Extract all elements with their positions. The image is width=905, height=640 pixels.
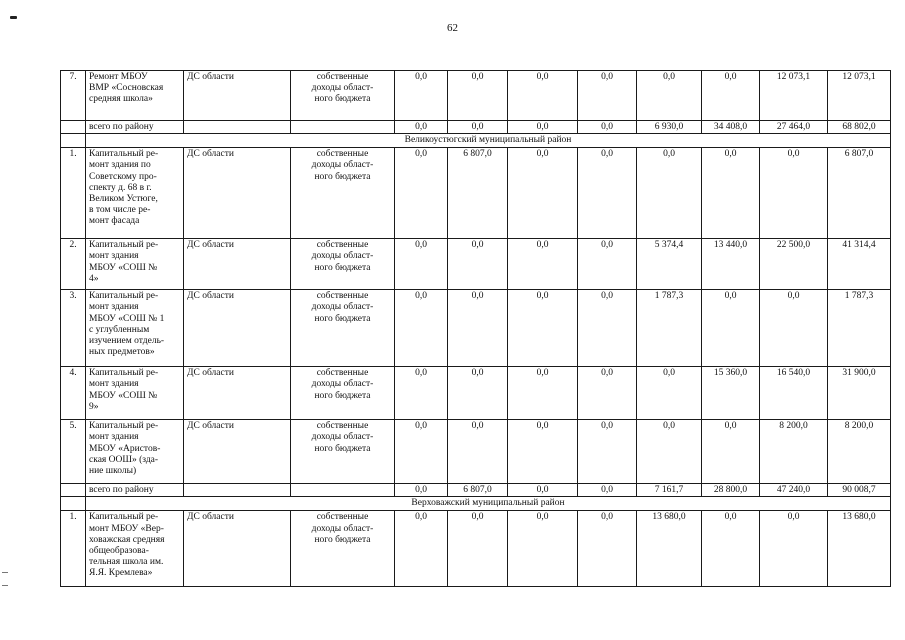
table-row xyxy=(61,367,891,420)
customer-cell: ДС области xyxy=(184,511,291,587)
object-name: Капитальный ре- монт здания МБОУ «СОШ № 4» xyxy=(86,239,184,290)
object-name: Капитальный ре- монт МБОУ «Вер- ховажская средняя общеобразова- тельная школа им. Я.Я. Кремлева» xyxy=(86,511,184,587)
row-index: 1. xyxy=(61,511,86,587)
value-cell: 0,0 xyxy=(508,420,578,484)
budget-table-body xyxy=(61,71,891,587)
total-value-cell: 0,0 xyxy=(448,121,508,134)
value-cell: 0,0 xyxy=(578,511,637,587)
value-cell: 5 374,4 xyxy=(637,239,702,290)
value-cell: 0,0 xyxy=(395,420,448,484)
page-number: 62 xyxy=(447,22,458,34)
table-row xyxy=(61,71,891,121)
budget-table xyxy=(60,70,891,587)
value-cell: 12 073,1 xyxy=(760,71,828,121)
value-cell: 0,0 xyxy=(760,148,828,239)
object-name: Капитальный ре- монт здания МБОУ «Аристов- ская ООШ» (зда- ние школы) xyxy=(86,420,184,484)
value-cell: 12 073,1 xyxy=(828,71,891,121)
row-index: 4. xyxy=(61,367,86,420)
value-cell: 13 680,0 xyxy=(637,511,702,587)
customer-cell: ДС области xyxy=(184,71,291,121)
total-value-cell: 0,0 xyxy=(395,484,448,497)
row-index: 3. xyxy=(61,290,86,367)
funding-source: собственные доходы област- ного бюджета xyxy=(291,290,395,367)
table-row xyxy=(61,239,891,290)
customer-cell: ДС области xyxy=(184,290,291,367)
total-label: всего по району xyxy=(86,484,184,497)
total-value-cell: 47 240,0 xyxy=(760,484,828,497)
object-name: Капитальный ре- монт здания МБОУ «СОШ № 1 с углубленным изучением отдель- ных предметов» xyxy=(86,290,184,367)
empty-cell xyxy=(61,134,86,148)
total-value-cell: 0,0 xyxy=(508,484,578,497)
object-name: Ремонт МБОУ ВМР «Сосновская средняя школа» xyxy=(86,71,184,121)
total-value-cell: 0,0 xyxy=(395,121,448,134)
total-value-cell: 0,0 xyxy=(508,121,578,134)
total-value-cell: 90 008,7 xyxy=(828,484,891,497)
value-cell: 0,0 xyxy=(702,511,760,587)
value-cell: 0,0 xyxy=(508,511,578,587)
table-row xyxy=(61,290,891,367)
section-row xyxy=(61,134,891,148)
funding-source: собственные доходы област- ного бюджета xyxy=(291,71,395,121)
value-cell: 0,0 xyxy=(395,148,448,239)
value-cell: 0,0 xyxy=(508,239,578,290)
funding-source: собственные доходы област- ного бюджета xyxy=(291,420,395,484)
total-value-cell: 6 807,0 xyxy=(448,484,508,497)
funding-source: собственные доходы област- ного бюджета xyxy=(291,239,395,290)
table-row xyxy=(61,148,891,239)
value-cell: 0,0 xyxy=(448,290,508,367)
total-value-cell: 6 930,0 xyxy=(637,121,702,134)
value-cell: 0,0 xyxy=(637,367,702,420)
total-value-cell: 28 800,0 xyxy=(702,484,760,497)
value-cell: 1 787,3 xyxy=(828,290,891,367)
value-cell: 6 807,0 xyxy=(448,148,508,239)
district-heading: Верховажский муниципальный район xyxy=(86,497,891,511)
value-cell: 0,0 xyxy=(760,290,828,367)
total-label: всего по району xyxy=(86,121,184,134)
value-cell: 0,0 xyxy=(702,71,760,121)
scan-artifact-mark xyxy=(10,16,17,19)
value-cell: 15 360,0 xyxy=(702,367,760,420)
scan-edge-mark xyxy=(2,572,8,586)
empty-cell xyxy=(184,121,291,134)
value-cell: 0,0 xyxy=(448,71,508,121)
row-index: 5. xyxy=(61,420,86,484)
row-index: 2. xyxy=(61,239,86,290)
value-cell: 13 440,0 xyxy=(702,239,760,290)
value-cell: 0,0 xyxy=(578,420,637,484)
value-cell: 0,0 xyxy=(395,511,448,587)
value-cell: 0,0 xyxy=(637,148,702,239)
customer-cell: ДС области xyxy=(184,367,291,420)
table-row xyxy=(61,511,891,587)
empty-cell xyxy=(291,121,395,134)
value-cell: 0,0 xyxy=(578,367,637,420)
value-cell: 31 900,0 xyxy=(828,367,891,420)
value-cell: 0,0 xyxy=(508,148,578,239)
district-heading: Великоустюгский муниципальный район xyxy=(86,134,891,148)
object-name: Капитальный ре- монт здания МБОУ «СОШ № 9» xyxy=(86,367,184,420)
row-index: 7. xyxy=(61,71,86,121)
value-cell: 8 200,0 xyxy=(828,420,891,484)
value-cell: 8 200,0 xyxy=(760,420,828,484)
total-value-cell: 27 464,0 xyxy=(760,121,828,134)
value-cell: 0,0 xyxy=(578,239,637,290)
value-cell: 0,0 xyxy=(578,71,637,121)
empty-cell xyxy=(61,121,86,134)
value-cell: 0,0 xyxy=(448,511,508,587)
value-cell: 6 807,0 xyxy=(828,148,891,239)
value-cell: 0,0 xyxy=(448,420,508,484)
funding-source: собственные доходы област- ного бюджета xyxy=(291,148,395,239)
value-cell: 0,0 xyxy=(578,290,637,367)
table-row xyxy=(61,420,891,484)
value-cell: 0,0 xyxy=(448,367,508,420)
value-cell: 13 680,0 xyxy=(828,511,891,587)
value-cell: 0,0 xyxy=(760,511,828,587)
value-cell: 0,0 xyxy=(702,420,760,484)
value-cell: 22 500,0 xyxy=(760,239,828,290)
total-value-cell: 68 802,0 xyxy=(828,121,891,134)
value-cell: 0,0 xyxy=(448,239,508,290)
value-cell: 41 314,4 xyxy=(828,239,891,290)
total-value-cell: 34 408,0 xyxy=(702,121,760,134)
value-cell: 0,0 xyxy=(395,290,448,367)
funding-source: собственные доходы област- ного бюджета xyxy=(291,511,395,587)
empty-cell xyxy=(184,484,291,497)
value-cell: 0,0 xyxy=(637,71,702,121)
customer-cell: ДС области xyxy=(184,239,291,290)
value-cell: 16 540,0 xyxy=(760,367,828,420)
empty-cell xyxy=(291,484,395,497)
value-cell: 0,0 xyxy=(702,290,760,367)
value-cell: 0,0 xyxy=(637,420,702,484)
funding-source: собственные доходы област- ного бюджета xyxy=(291,367,395,420)
value-cell: 0,0 xyxy=(508,290,578,367)
total-value-cell: 0,0 xyxy=(578,484,637,497)
value-cell: 0,0 xyxy=(395,239,448,290)
value-cell: 0,0 xyxy=(508,71,578,121)
object-name: Капитальный ре- монт здания по Советскому про- спекту д. 68 в г. Великом Устюге, в том числе ре- монт фасада xyxy=(86,148,184,239)
total-row xyxy=(61,484,891,497)
value-cell: 0,0 xyxy=(395,367,448,420)
value-cell: 1 787,3 xyxy=(637,290,702,367)
total-value-cell: 0,0 xyxy=(578,121,637,134)
section-row xyxy=(61,497,891,511)
value-cell: 0,0 xyxy=(702,148,760,239)
total-row xyxy=(61,121,891,134)
row-index: 1. xyxy=(61,148,86,239)
empty-cell xyxy=(61,497,86,511)
value-cell: 0,0 xyxy=(395,71,448,121)
value-cell: 0,0 xyxy=(508,367,578,420)
total-value-cell: 7 161,7 xyxy=(637,484,702,497)
value-cell: 0,0 xyxy=(578,148,637,239)
empty-cell xyxy=(61,484,86,497)
customer-cell: ДС области xyxy=(184,420,291,484)
customer-cell: ДС области xyxy=(184,148,291,239)
